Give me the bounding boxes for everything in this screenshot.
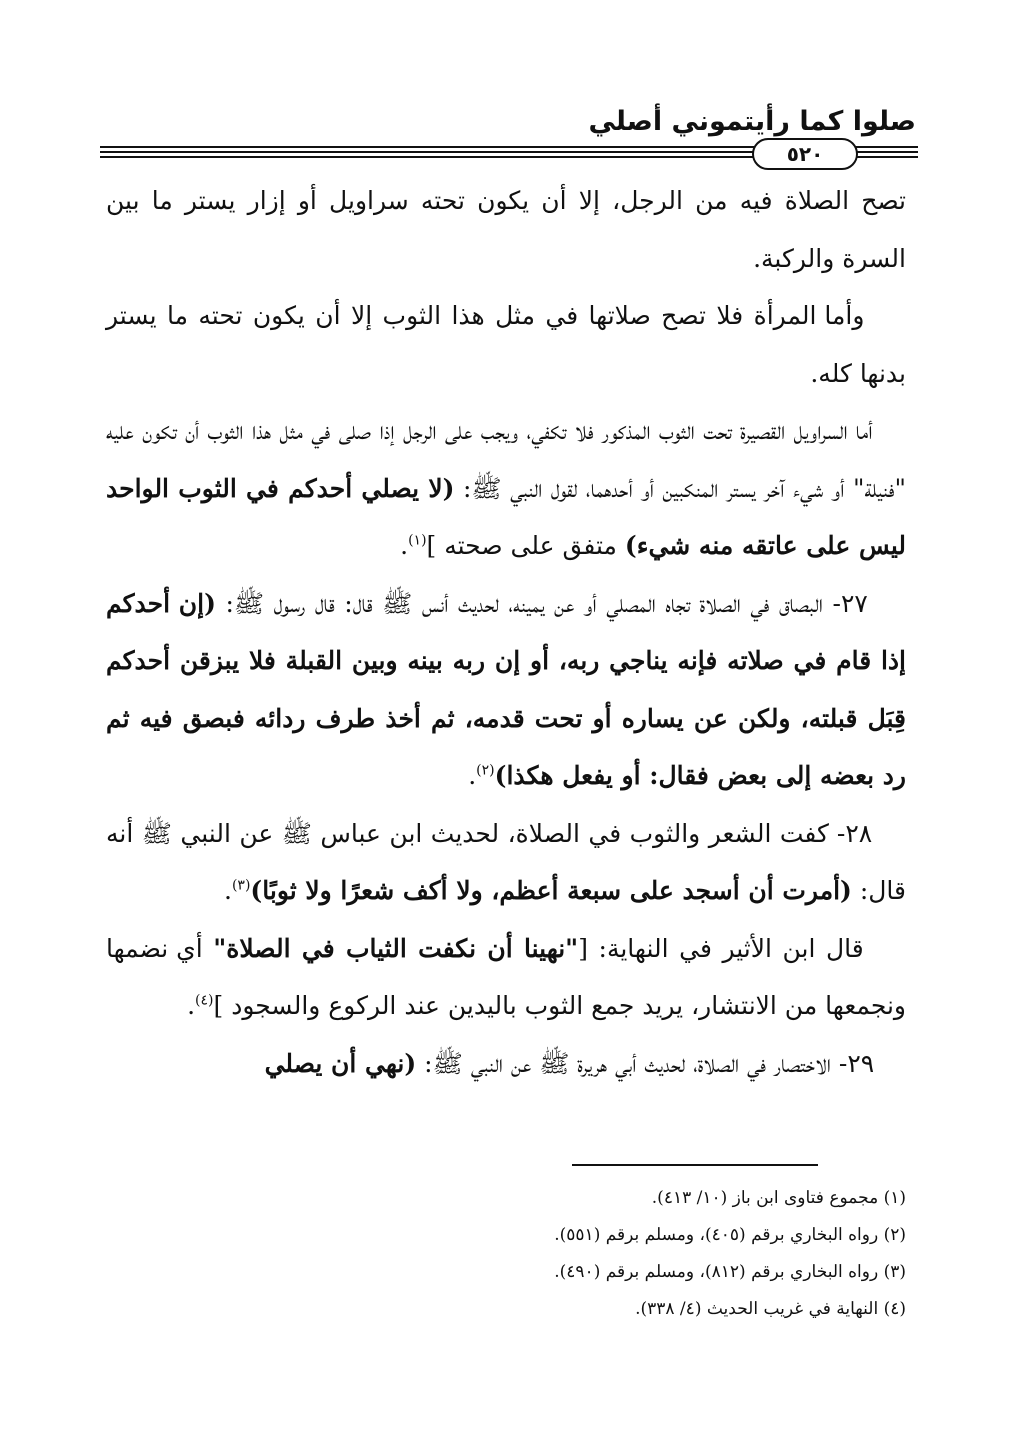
text-segment: أما السراويل القصيرة تحت الثوب المذكور فلا تكفي، ويجب على الرجل إذا صلى في مثل هذا الثوب أن تكون عليه "فنيلة" أو شيء آخر يستر المنكبين أو أحدهما، لقول النبي ﷺ:	[106, 416, 907, 503]
paragraph	[106, 1035, 906, 1093]
text-segment: تصح الصلاة فيه من الرجل، إلا أن يكون تحته سراويل أو إزار يستر ما بين السرة والركبة.	[106, 186, 906, 273]
footnotes	[106, 1180, 906, 1328]
footnote-ref: (١)	[408, 532, 427, 549]
text-segment: ٢٧- البصاق في الصلاة تجاه المصلي أو عن يمينه، لحديث أنس ﷺ قال: قال رسول ﷺ:	[225, 588, 868, 618]
text-segment: ٢٩- الاختصار في الصلاة، لحديث أبي هريرة ﷺ عن النبي ﷺ:	[424, 1048, 875, 1078]
paragraph	[106, 920, 906, 1035]
book-title: صلوا كما رأيتموني أصلي	[588, 106, 916, 137]
footnote-ref: (٢)	[476, 762, 495, 779]
paragraph	[106, 287, 906, 402]
footnote-ref: (٤)	[195, 992, 214, 1009]
paragraph	[106, 575, 906, 805]
hadith-quote: (لا يصلي أحدكم في الثوب الواحد ليس على عاتقه منه شيء)	[106, 473, 906, 560]
period: .	[400, 531, 409, 560]
body-text	[106, 172, 906, 1092]
hadith-quote: (نهي أن يصلي	[264, 1048, 417, 1078]
paragraph	[106, 402, 906, 575]
hadith-quote: "نهينا أن نكفت الثياب في الصلاة"	[213, 933, 579, 963]
text-segment: ٢٨- كفت الشعر والثوب في الصلاة، لحديث ابن عباس ﷺ عن النبي ﷺ أنه قال:	[106, 818, 906, 905]
text-segment: متفق على صحته ]	[426, 531, 617, 560]
paragraph	[106, 172, 906, 287]
footnote: (١) مجموع فتاوى ابن باز (١٠/ ٤١٣).	[651, 1188, 906, 1208]
text-segment: أي نضمها ونجمعها من الانتشار، يريد جمع الثوب باليدين عند الركوع والسجود ]	[106, 933, 906, 1020]
footnote-ref: (٣)	[231, 877, 251, 894]
period: .	[468, 761, 477, 790]
hadith-quote: (إن أحدكم إذا قام في صلاته فإنه يناجي ربه، أو إن ربه بينه وبين القبلة فلا يبزقن أحدكم قِبَل قبلته، ولكن عن يساره أو تحت قدمه، ثم أخذ طرف ردائه فبصق فيه ثم رد بعضه إلى بعض فقال: أو يفعل هكذا)	[106, 588, 906, 790]
footnote-divider	[572, 1164, 818, 1166]
footnote: (٣) رواه البخاري برقم (٨١٢)، ومسلم برقم (٤٩٠).	[554, 1262, 906, 1282]
hadith-quote: (أمرت أن أسجد على سبعة أعظم، ولا أكف شعرًا ولا ثوبًا)	[250, 876, 852, 905]
footnote: (٤) النهاية في غريب الحديث (٤/ ٣٣٨).	[635, 1299, 906, 1319]
period: .	[187, 991, 196, 1020]
text-segment: قال ابن الأثير في النهاية: [	[578, 933, 864, 963]
footnote: (٢) رواه البخاري برقم (٤٠٥)، ومسلم برقم (٥٥١).	[554, 1225, 906, 1245]
text-segment: وأما المرأة فلا تصح صلاتها في مثل هذا الثوب إلا أن يكون تحته ما يستر بدنها كله.	[106, 301, 906, 388]
period: .	[224, 876, 232, 905]
page-number: ٥٢٠	[752, 138, 858, 170]
paragraph	[106, 805, 906, 920]
